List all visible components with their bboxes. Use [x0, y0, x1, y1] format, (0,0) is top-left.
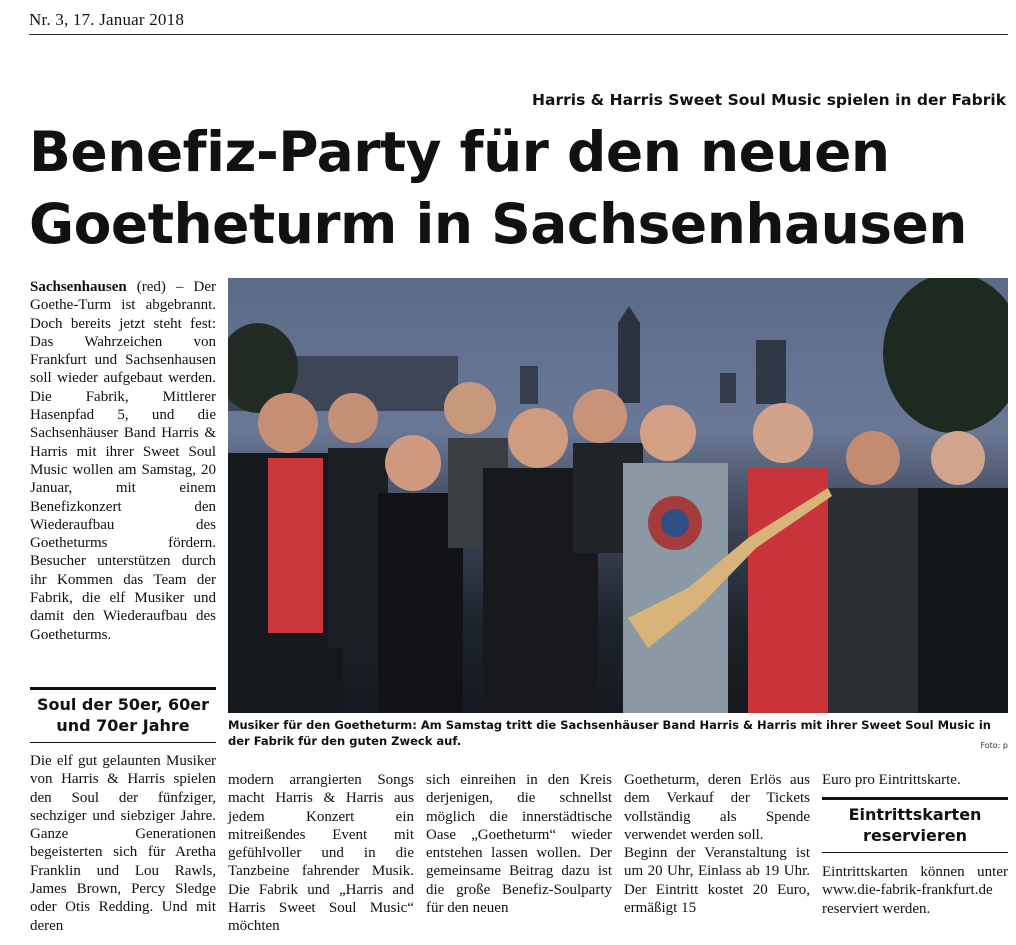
headline-line-1: Benefiz-Party für den neuen [29, 120, 890, 184]
subhead-bottom-rule [30, 742, 216, 743]
band-photo [228, 278, 1008, 713]
headline-line-2: Goetheturm in Sachsenhausen [29, 192, 967, 256]
header-rule [29, 34, 1008, 35]
photo-credit: Foto: p [980, 741, 1008, 750]
article-kicker: Harris & Harris Sweet Soul Music spielen in der Fabrik [532, 91, 1006, 109]
subhead-top-rule [30, 687, 216, 690]
subhead-tickets [822, 797, 1008, 853]
subhead-line-1: Soul der 50er, 60er [36, 695, 210, 714]
body-text: Eintrittskarten können unter www.die-fabrik-frankfurt.de reserviert werden. [822, 864, 1008, 917]
body-text: modern arrangierten Songs macht Harris & Harris aus jedem Konzert ein mitreißendes Event mit gefühlvoller und in die Tanzbeine fahrender Musik. Die Fabrik und „Harris and Harris Sweet Soul Music“ möchten [228, 772, 414, 935]
body-text: Goetheturm, deren Erlös aus dem Verkauf der Tickets vollständig als Spende verwendet werden soll. [624, 772, 810, 843]
body-column-1 [30, 752, 216, 935]
subhead-line-1: Eintrittskarten [848, 805, 982, 824]
body-column-4 [624, 771, 810, 917]
skyscraper-roof-shape [618, 306, 640, 323]
issue-date: Nr. 3, 17. Januar 2018 [29, 10, 185, 29]
building-shape [520, 366, 538, 404]
body-column-5 [822, 771, 1008, 789]
body-text: sich einreihen in den Kreis derjenigen, die schnellst möglich die innerstädtische Oase „Goetheturm“ wieder entstehen lassen wollen. Der gemeinsame Beitrag dazu ist die große Benefiz-Soulparty für den neuen [426, 772, 612, 917]
skyscraper-shape [618, 323, 640, 403]
building-shape [720, 373, 736, 403]
body-column-3 [426, 771, 612, 917]
lead-text: (red) – Der Goethe-Turm ist abgebrannt. Doch bereits jetzt steht fest: Das Wahrzeichen von Frankfurt und Sachsenhausen soll wieder aufgebaut werden. Die Fabrik, Mittlerer Hasenpfad 5, und die Sachsenhäuser Band Harris & Harris mit ihrer Sweet Soul Music wollen am Samstag, 20 Januar, mit einem Benefizkonzert den Wiederaufbau des Goetheturms fördern. Besucher unterstützen durch ihr Kommen das Team der Fabrik, die elf Musiker und damit den Wiederaufbau des Goetheturms. [30, 279, 216, 643]
body-text: Euro pro Eintrittskarte. [822, 772, 961, 788]
subhead-line-2: reservieren [863, 826, 967, 845]
article-headline [29, 116, 1009, 260]
body-text: Beginn der Veranstaltung ist um 20 Uhr, Einlass ab 19 Uhr. Der Eintritt kostet 20 Euro, ermäßigt 15 [624, 845, 810, 917]
musicians-group [228, 382, 1008, 713]
tree-shape [883, 278, 1008, 433]
photo-caption: Musiker für den Goetheturm: Am Samstag tritt die Sachsenhäuser Band Harris & Harris mit ihrer Sweet Soul Music in der Fabrik für den guten Zweck auf. [228, 718, 991, 748]
tower-shape [756, 340, 786, 404]
band-photo-illustration [228, 278, 1008, 713]
dateline: Sachsenhausen [30, 279, 127, 295]
subhead-line-2: und 70er Jahre [56, 716, 190, 735]
subhead-top-rule [822, 797, 1008, 800]
subhead-soul [30, 687, 216, 743]
ticket-info [822, 863, 1008, 918]
body-column-2 [228, 771, 414, 936]
body-text: Die elf gut gelaunten Musiker von Harris & Harris spielen den Soul der fünfziger, sechziger und siebziger Jahre. Ganze Generationen begeisterten sich für Aretha Franklin und Lou Rawls, James Brown, Percy Sledge oder Otis Redding. Und mit deren [30, 753, 216, 934]
subhead-bottom-rule [822, 852, 1008, 853]
lead-paragraph [30, 278, 216, 644]
